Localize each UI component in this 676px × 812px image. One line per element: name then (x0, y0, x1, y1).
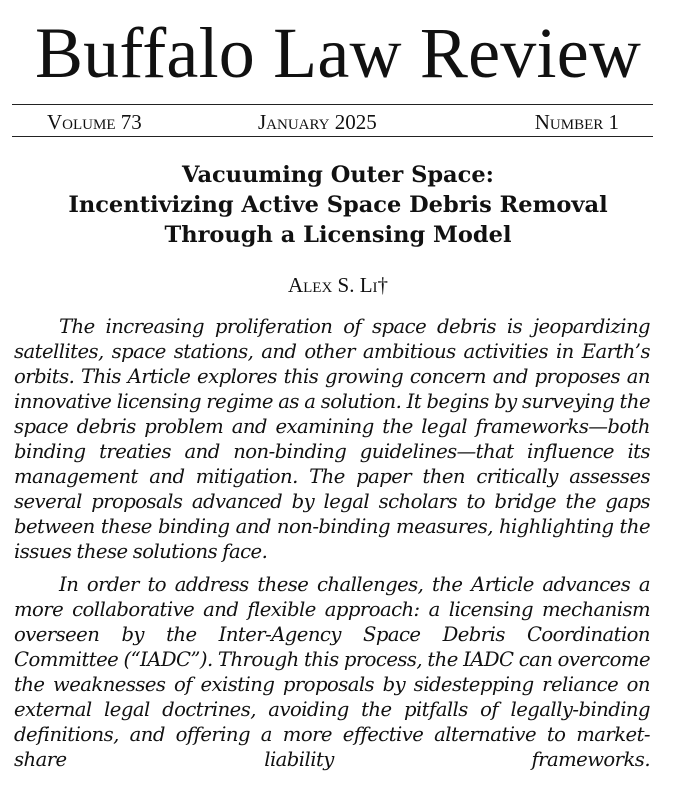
article-title (0, 160, 676, 250)
abstract-paragraph: In order to address these challenges, the Article advances a more collaborative and flexible approach: a licensing mechanism overseen by the Inter-Agency Space Debris Coordination Committee (“IADC”). Through this process, the IADC can overcome the weaknesses of existing proposals by sidestepping reliance on external legal doctrines, avoiding the pitfalls of legally-binding definitions, and offering a more effective alternative to market-share liability frameworks. (14, 573, 650, 771)
masthead (12, 104, 653, 137)
article-title-line: Incentivizing Active Space Debris Removal (68, 192, 608, 218)
author-name: Alex S. Li† (287, 273, 389, 297)
volume-label: Volume 73 (47, 110, 142, 134)
issue-number: Number 1 (534, 110, 619, 134)
article-title-line: Through a Licensing Model (164, 222, 512, 248)
journal-title: Buffalo Law Review (34, 13, 642, 93)
issue-date: January 2025 (258, 110, 377, 134)
article-title-line: Vacuuming Outer Space: (182, 162, 494, 188)
abstract (14, 314, 650, 780)
abstract-paragraph: The increasing proliferation of space debris is jeopardizing satellites, space stations, and other ambitious activities in Earth’s orbits. This Article explores this growing concern and proposes an innovative licensing regime as a solution. It begins by surveying the space debris problem and examining the legal frameworks—both binding treaties and non-binding guidelines—that influence its management and mitigation. The paper then critically assesses several proposals advanced by legal scholars to bridge the gaps between these binding and non-binding measures, highlighting the issues these solutions face. (14, 315, 650, 563)
